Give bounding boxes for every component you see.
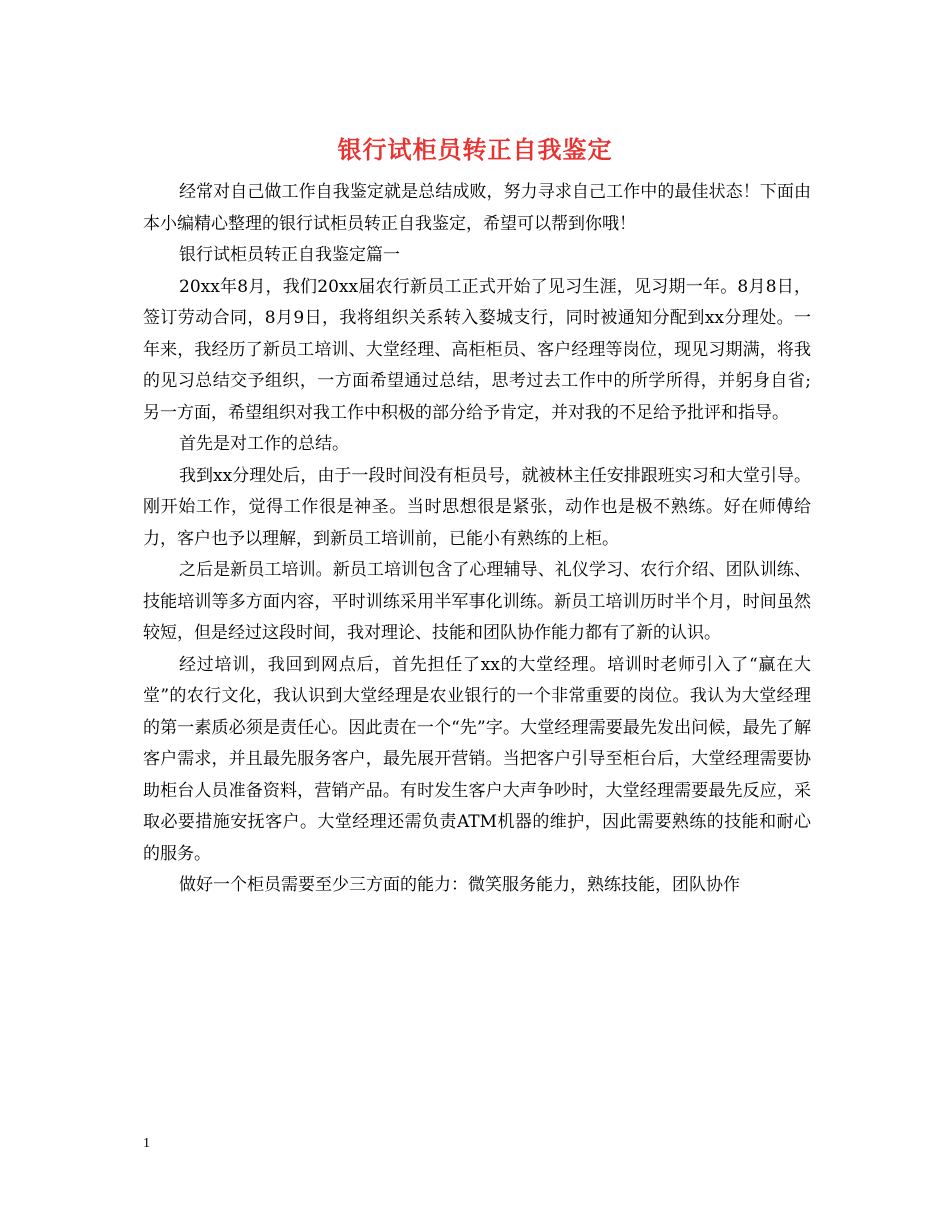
document-body xyxy=(143,177,811,902)
paragraph-training: 之后是新员工培训。新员工培训包含了心理辅导、礼仪学习、农行介绍、团队训练、技能培训等多方面内容，平时训练采用半军事化训练。新员工培训历时半个月，时间虽然较短，但是经过这段时间，我对理论、技能和团队协作能力都有了新的认识。 xyxy=(143,560,811,643)
paragraph-internship: 我到xx分理处后，由于一段时间没有柜员号，就被林主任安排跟班实习和大堂引导。刚开始工作，觉得工作很是神圣。当时思想很是紧张，动作也是极不熟练。好在师傅给力，客户也予以理解，到新员工培训前，已能小有熟练的上柜。 xyxy=(143,465,811,549)
page-number: 1 xyxy=(143,1136,150,1151)
document-title: 银行试柜员转正自我鉴定 xyxy=(337,135,613,164)
paragraph-summary-heading: 首先是对工作的总结。 xyxy=(179,434,349,454)
paragraph-lobby-manager: 经过培训，我回到网点后，首先担任了xx的大堂经理。培训时老师引入了“赢在大堂”的农行文化，我认识到大堂经理是农业银行的一个非常重要的岗位。我认为大堂经理的第一素质必须是责任心。因此责在一个“先”字。大堂经理需要最先发出问候，最先了解客户需求，并且最先服务客户，最先展开营销。当把客户引导至柜台后，大堂经理需要协助柜台人员准备资料，营销产品。有时发生客户大声争吵时，大堂经理需要最先反应，采取必要措施安抚客户。大堂经理还需负责ATM机器的维护，因此需要熟练的技能和耐心的服务。 xyxy=(143,654,811,864)
paragraph-intro: 经常对自己做工作自我鉴定就是总结成败，努力寻求自己工作中的最佳状态！下面由本小编精心整理的银行试柜员转正自我鉴定，希望可以帮到你哦！ xyxy=(143,182,811,234)
paragraph-overview: 20xx年8月，我们20xx届农行新员工正式开始了见习生涯，见习期一年。8月8日，签订劳动合同，8月9日，我将组织关系转入婺城支行，同时被通知分配到xx分理处。一年来，我经历了新员工培训、大堂经理、高柜柜员、客户经理等岗位，现见习期满，将我的见习总结交予组织，一方面希望通过总结，思考过去工作中的所学所得，并躬身自省;另一方面，希望组织对我工作中积极的部分给予肯定，并对我的不足给予批评和指导。 xyxy=(143,276,811,423)
paragraph-teller-skills: 做好一个柜员需要至少三方面的能力：微笑服务能力，熟练技能，团队协作 xyxy=(179,875,740,895)
paragraph-section-heading: 银行试柜员转正自我鉴定篇一 xyxy=(179,245,400,265)
